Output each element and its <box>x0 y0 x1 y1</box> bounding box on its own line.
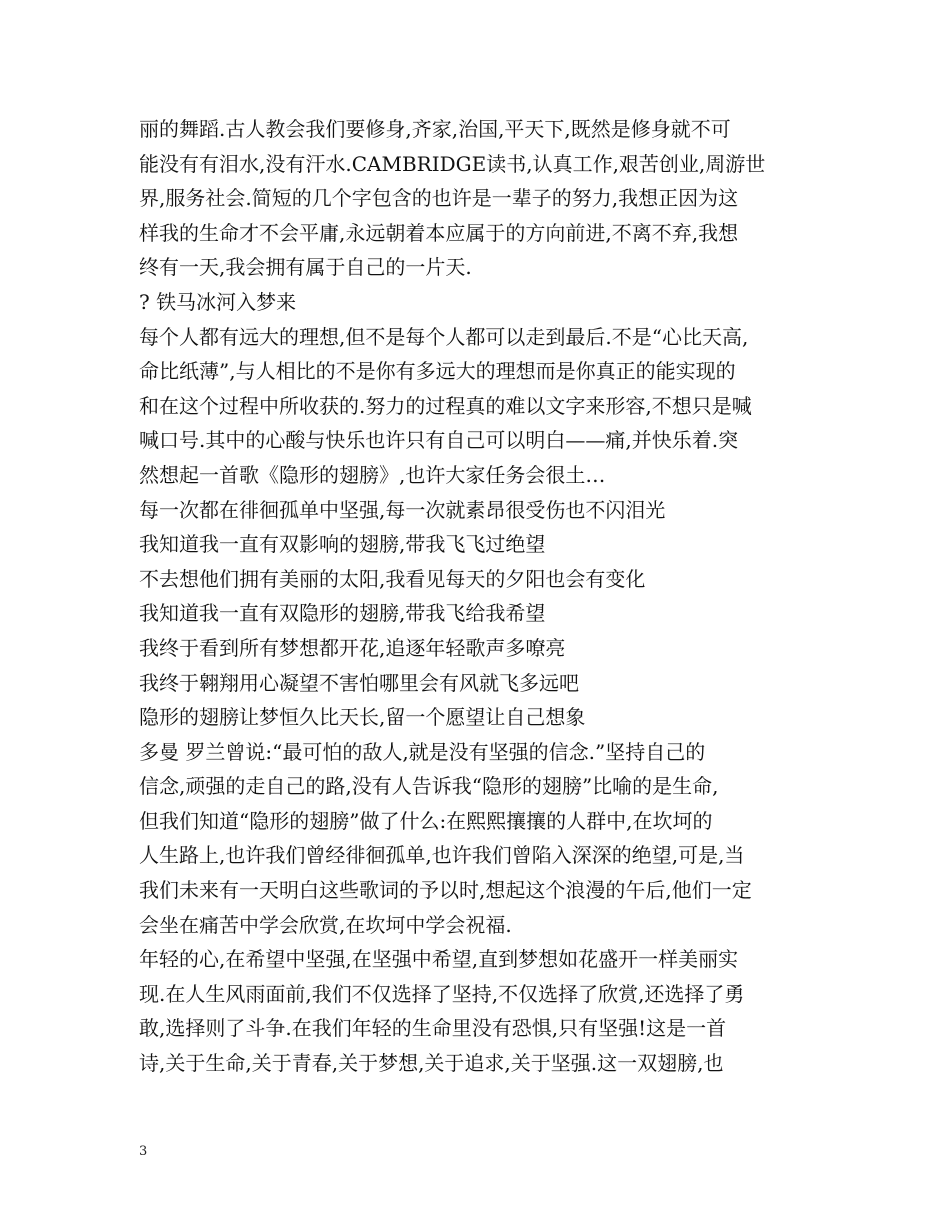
section-heading: ? 铁马冰河入梦来 <box>139 289 297 314</box>
page-number: 3 <box>139 1144 148 1159</box>
text-line: 和在这个过程中所收获的.努力的过程真的难以文字来形容,不想只是喊 <box>139 393 752 418</box>
text-line: 但我们知道“隐形的翅膀”做了什么:在熙熙攘攘的人群中,在坎坷的 <box>139 808 713 833</box>
body-text <box>139 112 819 1081</box>
lyric-line: 每一次都在徘徊孤单中坚强,每一次就素昂很受伤也不闪泪光 <box>139 497 666 522</box>
text-line: 每个人都有远大的理想,但不是每个人都可以走到最后.不是“心比天高, <box>139 324 749 349</box>
text-line: 能没有有泪水,没有汗水.CAMBRIDGE读书,认真工作,艰苦创业,周游世 <box>139 151 766 176</box>
lyric-line: 我终于翱翔用心凝望不害怕哪里会有风就飞多远吧 <box>139 670 579 695</box>
lyric-line: 我终于看到所有梦想都开花,追逐年轻歌声多嘹亮 <box>139 635 566 660</box>
text-line: 喊口号.其中的心酸与快乐也许只有自己可以明白——痛,并快乐着.突 <box>139 428 739 453</box>
lyric-line: 我知道我一直有双影响的翅膀,带我飞飞过绝望 <box>139 532 546 557</box>
text-line: 丽的舞蹈.古人教会我们要修身,齐家,治国,平天下,既然是修身就不可 <box>139 117 731 141</box>
lyric-line: 我知道我一直有双隐形的翅膀,带我飞给我希望 <box>139 601 546 626</box>
text-line: 人生路上,也许我们曾经徘徊孤单,也许我们曾陷入深深的绝望,可是,当 <box>139 843 745 868</box>
text-line: 现.在人生风雨面前,我们不仅选择了坚持,不仅选择了欣赏,还选择了勇 <box>139 981 745 1006</box>
text-line: 信念,顽强的走自己的路,没有人告诉我“隐形的翅膀”比喻的是生命, <box>139 774 719 799</box>
text-line: 诗,关于生命,关于青春,关于梦想,关于追求,关于坚强.这一双翅膀,也 <box>139 1051 724 1076</box>
text-line: 样我的生命才不会平庸,永远朝着本应属于的方向前进,不离不弃,我想 <box>139 220 739 245</box>
text-line: 年轻的心,在希望中坚强,在坚强中希望,直到梦想如花盛开一样美丽实 <box>139 947 739 972</box>
text-line: 会坐在痛苦中学会欣赏,在坎坷中学会祝福. <box>139 912 512 937</box>
text-line: 敢,选择则了斗争.在我们年轻的生命里没有恐惧,只有坚强!这是一首 <box>139 1016 727 1041</box>
lyric-line: 隐形的翅膀让梦恒久比天长,留一个愿望让自己想象 <box>139 705 586 730</box>
text-line: 终有一天,我会拥有属于自己的一片天. <box>139 255 472 280</box>
text-line: 多曼 罗兰曾说:“最可怕的敌人,就是没有坚强的信念.”坚持自己的 <box>139 739 706 764</box>
text-line: 我们未来有一天明白这些歌词的予以时,想起这个浪漫的午后,他们一定 <box>139 878 752 903</box>
lyric-line: 不去想他们拥有美丽的太阳,我看见每天的夕阳也会有变化 <box>139 566 646 591</box>
text-line: 命比纸薄”,与人相比的不是你有多远大的理想而是你真正的能实现的 <box>139 359 736 384</box>
text-line: 界,服务社会.简短的几个字包含的也许是一辈子的努力,我想正因为这 <box>139 186 739 211</box>
text-line: 然想起一首歌《隐形的翅膀》,也许大家任务会很土… <box>139 462 606 487</box>
